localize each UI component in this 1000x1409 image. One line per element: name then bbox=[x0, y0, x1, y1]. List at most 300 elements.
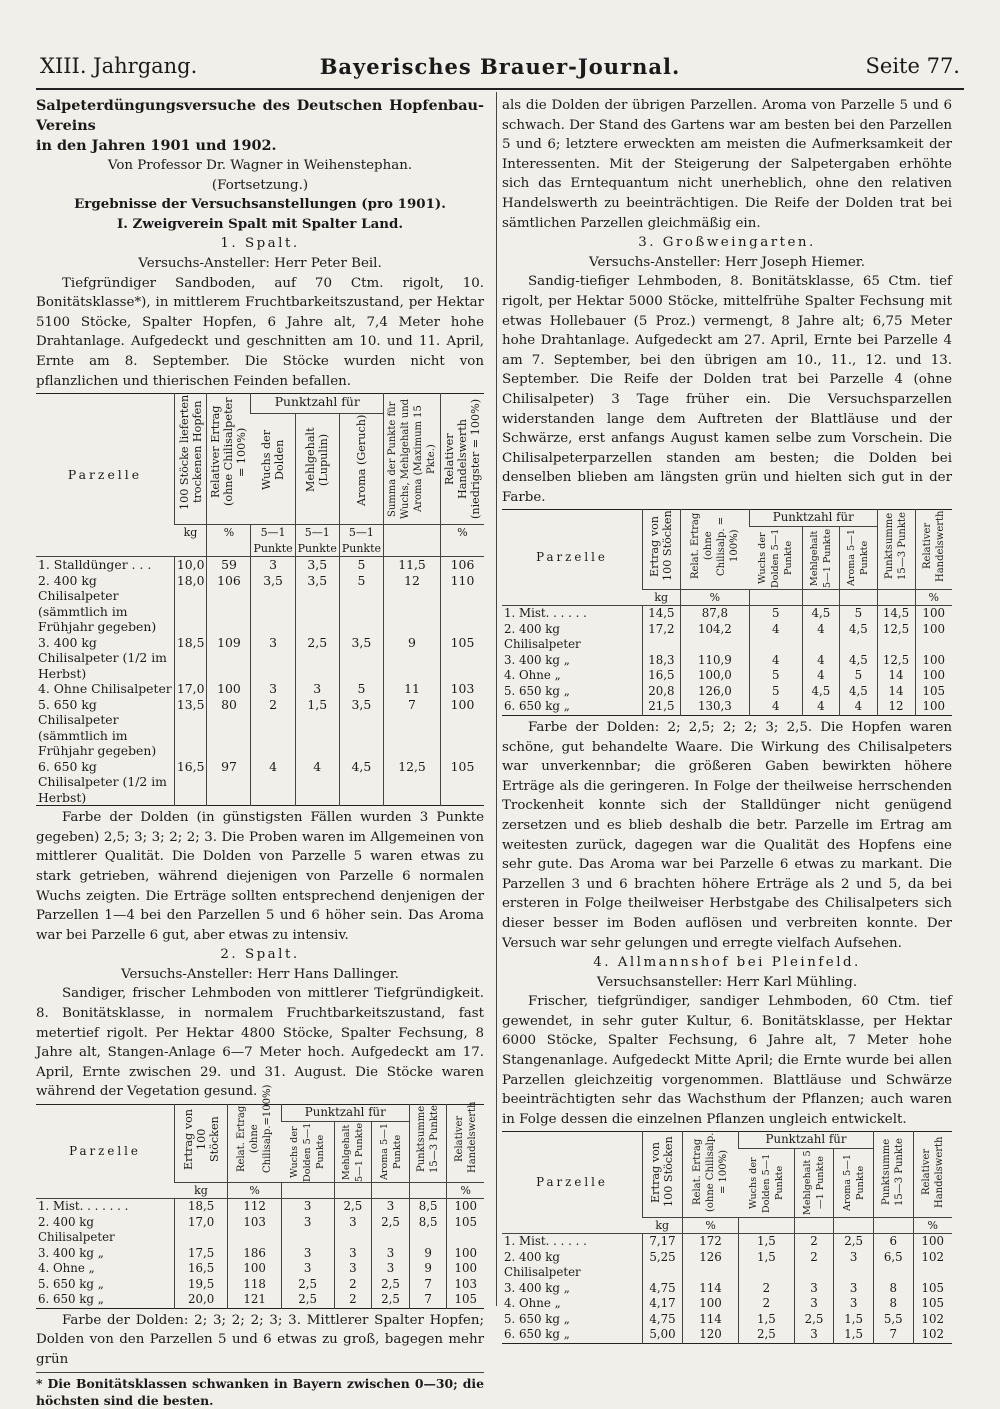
col-header-sum: Punktsumme 15—3 Punkte bbox=[416, 1105, 441, 1173]
value-cell: 8 bbox=[873, 1296, 913, 1312]
col-header-value: Relativer Handelswerth bbox=[921, 510, 946, 583]
site-heading-3: 3. Großweingarten. bbox=[638, 235, 816, 251]
article-title-2: in den Jahren 1901 und 1902. bbox=[36, 137, 277, 154]
value-cell: 12 bbox=[877, 699, 915, 715]
table-body bbox=[36, 557, 484, 806]
value-cell: 118 bbox=[228, 1277, 281, 1293]
value-cell: 3 bbox=[334, 1215, 372, 1246]
value-cell: 4 bbox=[840, 699, 878, 715]
value-cell: 112 bbox=[228, 1199, 281, 1215]
col-header-yield: Ertrag von 100 Stöcken bbox=[648, 511, 675, 582]
value-cell: 4,5 bbox=[802, 684, 840, 700]
value-cell: 3 bbox=[334, 1246, 372, 1262]
value-cell: 8,5 bbox=[409, 1199, 447, 1215]
value-cell: 6,5 bbox=[873, 1250, 913, 1281]
value-cell: 13,5 bbox=[174, 697, 207, 759]
col-header-growth: Wuchs der Dolden 5—1 Punkte bbox=[288, 1121, 326, 1182]
value-cell: 3 bbox=[251, 557, 295, 573]
value-cell: 5 bbox=[749, 684, 802, 700]
col-header-yield: Ertrag von 100 Stöcken bbox=[649, 1137, 676, 1208]
parcel-cell: 5. 650 kg „ bbox=[504, 1311, 570, 1326]
value-cell: 186 bbox=[228, 1246, 281, 1262]
value-cell: 102 bbox=[913, 1327, 952, 1343]
parcel-cell: 6. 650 kg „ bbox=[38, 1292, 104, 1307]
unit: % bbox=[913, 1217, 952, 1234]
parcel-cell: 5. 650 kg „ bbox=[504, 683, 570, 698]
unit: 5—1 Punkte bbox=[339, 525, 383, 557]
value-cell: 105 bbox=[915, 684, 952, 700]
site-heading-1: 1. Spalt. bbox=[220, 236, 300, 252]
col-header-lupulin: Mehlgehalt 5—1 Punkte bbox=[340, 1122, 365, 1182]
value-cell: 12,5 bbox=[877, 622, 915, 653]
value-cell: 2,5 bbox=[295, 635, 339, 682]
value-cell: 4,5 bbox=[840, 684, 878, 700]
value-cell: 100 bbox=[915, 653, 952, 669]
value-cell: 8 bbox=[873, 1281, 913, 1297]
value-cell: 3 bbox=[281, 1261, 334, 1277]
value-cell: 4,5 bbox=[840, 622, 878, 653]
value-cell: 4,5 bbox=[840, 653, 878, 669]
value-cell: 2 bbox=[794, 1234, 834, 1250]
value-cell: 3 bbox=[281, 1215, 334, 1246]
value-cell: 3,5 bbox=[295, 573, 339, 635]
value-cell: 2 bbox=[739, 1281, 795, 1297]
value-cell: 4 bbox=[749, 699, 802, 715]
footnote: * Die Bonitätsklassen schwanken in Bayern zwischen 0—30; die höchsten sind die besten. bbox=[36, 1372, 484, 1409]
results-table-3 bbox=[502, 509, 952, 716]
table-row bbox=[502, 1250, 952, 1281]
parcel-cell: 4. Ohne „ bbox=[38, 1261, 95, 1276]
col-header-parzelle: Parzelle bbox=[536, 1175, 608, 1190]
table-row bbox=[36, 1277, 484, 1293]
value-cell: 3 bbox=[372, 1199, 410, 1215]
table-row bbox=[502, 1327, 952, 1343]
value-cell: 105 bbox=[441, 635, 485, 682]
site-after-1: Farbe der Dolden (in günstigsten Fällen wurden 3 Punkte gegeben) 2,5; 3; 3; 2; 2; 3. Die Proben waren im Allgemeinen von mittlerer Qualität. Die Dolden von Parzelle 5 waren etwas zu stark getrieben, während diejenigen von Parzelle 6 normalen Wuchs zeigten. Die Erträge sollten entsprechend denjenigen der Parzellen 1—4 bei den Parzellen 5 und 6 höher sein. Das Aroma war bei Parzelle 6 gut, aber etwas zu intensiv. bbox=[36, 810, 484, 943]
value-cell: 2,5 bbox=[739, 1327, 795, 1343]
page-number: Seite 77. bbox=[865, 54, 960, 78]
site-text-2: Sandiger, frischer Lehmboden von mittlerer Tiefgründigkeit. 8. Bonitätsklasse, in normalem Fruchtbarkeitszustand, fast metertief rigolt. Per Hektar 4800 Stöcke, Spalter Fechsung, 8 Jahre alt, Stangen-Anlage 6—7 Meter hoch. Aufgedeckt am 17. April, Ernte zwischen 29. und 31. August. Die Stöcke waren während der Vegetation gesund. bbox=[36, 986, 484, 1100]
col-header-parzelle: Parzelle bbox=[536, 550, 608, 565]
value-cell: 2 bbox=[739, 1296, 795, 1312]
table-row bbox=[502, 606, 952, 622]
col-header-yield: Ertrag von 100 Stöcken bbox=[181, 1108, 221, 1170]
value-cell: 18,5 bbox=[175, 1199, 228, 1215]
value-cell: 3 bbox=[295, 681, 339, 697]
col-header-lupulin: Mehlgehalt 5—1 Punkte bbox=[802, 1150, 827, 1216]
col-header-sum: Punktsumme 15—3 Punkte bbox=[881, 1138, 906, 1207]
value-cell: 3 bbox=[334, 1261, 372, 1277]
value-cell: 5 bbox=[840, 668, 878, 684]
value-cell: 97 bbox=[207, 759, 251, 806]
value-cell: 2,5 bbox=[794, 1312, 834, 1328]
value-cell: 100 bbox=[915, 606, 952, 622]
value-cell: 3 bbox=[834, 1296, 874, 1312]
value-cell: 114 bbox=[682, 1281, 738, 1297]
col-header-value: Relativer Handelswerth bbox=[920, 1136, 945, 1209]
table-row bbox=[502, 1296, 952, 1312]
table-row bbox=[502, 684, 952, 700]
parcel-cell: 3. 400 kg „ bbox=[504, 652, 570, 667]
value-cell: 5 bbox=[339, 681, 383, 697]
value-cell: 100 bbox=[207, 681, 251, 697]
value-cell: 5,25 bbox=[643, 1250, 683, 1281]
value-cell: 4 bbox=[749, 653, 802, 669]
column-divider bbox=[496, 92, 497, 1306]
site-person-2: Versuchs-Ansteller: Herr Hans Dallinger. bbox=[121, 966, 399, 982]
value-cell: 100 bbox=[447, 1261, 484, 1277]
col-header-rel-yield: Relat. Ertrag (ohne Chilisalp. = 100%) bbox=[689, 513, 740, 580]
unit: kg bbox=[174, 525, 207, 557]
unit: kg bbox=[643, 589, 681, 606]
value-cell: 1,5 bbox=[739, 1250, 795, 1281]
unit: kg bbox=[175, 1182, 228, 1199]
unit: 5—1 Punkte bbox=[251, 525, 295, 557]
value-cell: 4,75 bbox=[643, 1312, 683, 1328]
value-cell: 9 bbox=[409, 1261, 447, 1277]
site-heading-4: 4. Allmannshof bei Pleinfeld. bbox=[593, 955, 861, 971]
article-author: Von Professor Dr. Wagner in Weihenstephan. bbox=[107, 158, 413, 173]
value-cell: 3,5 bbox=[251, 573, 295, 635]
table-row bbox=[36, 681, 484, 697]
unit: % bbox=[682, 1217, 738, 1234]
value-cell: 16,5 bbox=[175, 1261, 228, 1277]
value-cell: 11 bbox=[384, 681, 441, 697]
value-cell: 16,5 bbox=[643, 668, 681, 684]
journal-title: Bayerisches Brauer-Journal. bbox=[319, 54, 681, 79]
left-column bbox=[36, 96, 484, 1409]
value-cell: 1,5 bbox=[834, 1327, 874, 1343]
table-row bbox=[36, 1261, 484, 1277]
value-cell: 100 bbox=[447, 1199, 484, 1215]
table-row bbox=[36, 697, 484, 759]
site-text-3: Sandig-tiefiger Lehmboden, 8. Bonitätsklasse, 65 Ctm. tief rigolt, per Hektar 5000 Stöcke, mittelfrühe Spalter Fechsung mit etwas Hollebauer (5 Proz.) vermengt, 8 Jahre alt; 6,75 Meter hohe Drahtanlage. Aufgedeckt am 27. April, Ernte bei Parzelle 4 am 7. September, bei den übrigen am 10., 11., 12. und 13. September. Die Reife der Dolden trat bei Parzelle 4 (ohne Chilisalpeter) 3 Tage früher ein. Die Versuchsparzellen widerstanden lange dem Auftreten der Blattläuse und der Schwärze, erst anfangs August kamen selbe zum Vorschein. Die Chilisalpeterparzellen standen am besten; die Dolden bei denselben blieben am längsten grün und hielten sich gut in der Farbe. bbox=[502, 274, 952, 505]
value-cell: 106 bbox=[441, 557, 485, 573]
value-cell: 1,5 bbox=[739, 1234, 795, 1250]
site-heading-2: 2. Spalt. bbox=[220, 947, 300, 963]
value-cell: 8,5 bbox=[409, 1215, 447, 1246]
value-cell: 6 bbox=[873, 1234, 913, 1250]
value-cell: 9 bbox=[384, 635, 441, 682]
value-cell: 130,3 bbox=[680, 699, 749, 715]
value-cell: 106 bbox=[207, 573, 251, 635]
unit: % bbox=[441, 525, 485, 557]
value-cell: 126 bbox=[682, 1250, 738, 1281]
col-header-value: Relativer Handelswerth bbox=[453, 1101, 478, 1174]
value-cell: 3 bbox=[834, 1250, 874, 1281]
parcel-cell: 1. Mist. . . . . . bbox=[504, 606, 587, 621]
value-cell: 17,0 bbox=[174, 681, 207, 697]
value-cell: 2 bbox=[334, 1277, 372, 1293]
site-text-1: Tiefgründiger Sandboden, auf 70 Ctm. rigolt, 10. Bonitätsklasse*), in mittlerem Fruchtbarkeitszustand, per Hektar 5100 Stöcke, Spalter Hopfen, 6 Jahre alt, 7,4 Meter hohe Drahtanlage. Aufgedeckt und geschnitten am 10. und 11. April, Ernte am 8. September. Die Stöcke wurden nicht von pflanzlichen und thierischen Feinden befallen. bbox=[36, 275, 484, 389]
value-cell: 100 bbox=[915, 699, 952, 715]
col-header-aroma: Aroma 5—1 Punkte bbox=[846, 529, 871, 587]
value-cell: 4 bbox=[749, 622, 802, 653]
value-cell: 100 bbox=[915, 622, 952, 653]
table-row bbox=[502, 1234, 952, 1250]
value-cell: 4 bbox=[251, 759, 295, 806]
parcel-cell: 6. 650 kg Chilisalpeter (1/2 im Herbst) bbox=[38, 758, 167, 805]
value-cell: 18,0 bbox=[174, 573, 207, 635]
col-header-points: Punktzahl für bbox=[749, 510, 877, 527]
header-rule bbox=[36, 88, 964, 90]
value-cell: 172 bbox=[682, 1234, 738, 1250]
value-cell: 102 bbox=[913, 1312, 952, 1328]
table-row bbox=[36, 635, 484, 682]
table-row bbox=[502, 622, 952, 653]
value-cell: 4 bbox=[295, 759, 339, 806]
value-cell: 9 bbox=[409, 1246, 447, 1262]
parcel-cell: 4. Ohne Chilisalpeter bbox=[38, 681, 172, 697]
value-cell: 100 bbox=[228, 1261, 281, 1277]
table-row bbox=[36, 573, 484, 635]
value-cell: 80 bbox=[207, 697, 251, 759]
value-cell: 7 bbox=[409, 1292, 447, 1308]
table-body bbox=[502, 1234, 952, 1344]
value-cell: 2 bbox=[334, 1292, 372, 1308]
site-after-2: Farbe der Dolden: 2; 3; 2; 2; 3; 3. Mittlerer Spalter Hopfen; Dolden von den Parzellen 5 und 6 etwas zu groß, bagegen mehr grün bbox=[36, 1312, 484, 1367]
value-cell: 105 bbox=[441, 759, 485, 806]
value-cell: 17,2 bbox=[643, 622, 681, 653]
value-cell: 14 bbox=[877, 684, 915, 700]
value-cell: 3 bbox=[251, 681, 295, 697]
continued-text: als die Dolden der übrigen Parzellen. Aroma von Parzelle 5 und 6 schwach. Der Stand des Gartens war am besten bei den Parzellen 5 und 6; letztere erweckten am meisten die Aufmerksamkeit der Interessenten. Mit der Steigerung der Salpetergaben erhöhte sich das Erntequantum nicht unerheblich, ohne den relativen Handelswerth zu beeinträchtigen. Die Reife der Dolden trat bei sämtlichen Parzellen gleichmäßig ein. bbox=[502, 98, 952, 231]
unit: % bbox=[915, 589, 952, 606]
parcel-cell: 5. 650 kg „ bbox=[38, 1276, 104, 1291]
col-header-aroma: Aroma 5—1 Punkte bbox=[841, 1154, 866, 1212]
col-header-sum: Summa der Punkte für Wuchs, Mehlgehalt und Aroma (Maximum 15 Pkte.) bbox=[387, 399, 437, 520]
parcel-cell: 1. Mist. . . . . . . bbox=[38, 1199, 129, 1214]
parcel-cell: 3. 400 kg „ bbox=[38, 1245, 104, 1260]
value-cell: 105 bbox=[913, 1296, 952, 1312]
value-cell: 105 bbox=[447, 1292, 484, 1308]
value-cell: 102 bbox=[913, 1250, 952, 1281]
results-table-2 bbox=[36, 1084, 484, 1309]
value-cell: 120 bbox=[682, 1327, 738, 1343]
article-title: Salpeterdüngungsversuche des Deutschen Hopfenbau-Vereins bbox=[36, 97, 484, 134]
value-cell: 17,0 bbox=[175, 1215, 228, 1246]
table-body bbox=[36, 1199, 484, 1309]
unit: % bbox=[680, 589, 749, 606]
value-cell: 12,5 bbox=[877, 653, 915, 669]
col-header-growth: Wuchs der Dolden bbox=[259, 429, 286, 490]
col-header-growth: Wuchs der Dolden 5—1 Punkte bbox=[756, 528, 794, 588]
value-cell: 3,5 bbox=[295, 557, 339, 573]
value-cell: 7 bbox=[873, 1327, 913, 1343]
unit: % bbox=[207, 525, 251, 557]
col-header-rel-yield: Relativer Ertrag (ohne Chilisalpeter = 100%) bbox=[209, 397, 249, 507]
value-cell: 2,5 bbox=[281, 1277, 334, 1293]
value-cell: 100,0 bbox=[680, 668, 749, 684]
parcel-cell: 1. Mist. . . . . . bbox=[504, 1234, 587, 1249]
volume-label: XIII. Jahrgang. bbox=[40, 54, 198, 78]
value-cell: 1,5 bbox=[295, 697, 339, 759]
value-cell: 103 bbox=[228, 1215, 281, 1246]
col-header-aroma: Aroma (Geruch) bbox=[354, 414, 368, 506]
value-cell: 16,5 bbox=[174, 759, 207, 806]
value-cell: 12,5 bbox=[384, 759, 441, 806]
value-cell: 3 bbox=[281, 1199, 334, 1215]
col-header-lupulin: Mehlgehalt 5—1 Punkte bbox=[808, 528, 833, 588]
value-cell: 19,5 bbox=[175, 1277, 228, 1293]
value-cell: 2,5 bbox=[372, 1277, 410, 1293]
value-cell: 11,5 bbox=[384, 557, 441, 573]
continuation-note: (Fortsetzung.) bbox=[211, 177, 309, 193]
value-cell: 110 bbox=[441, 573, 485, 635]
value-cell: 5,5 bbox=[873, 1312, 913, 1328]
value-cell: 2,5 bbox=[372, 1215, 410, 1246]
value-cell: 20,0 bbox=[175, 1292, 228, 1308]
value-cell: 12 bbox=[384, 573, 441, 635]
value-cell: 100 bbox=[447, 1246, 484, 1262]
value-cell: 3 bbox=[372, 1261, 410, 1277]
value-cell: 3 bbox=[794, 1327, 834, 1343]
results-table-1 bbox=[36, 393, 484, 806]
parcel-cell: 5. 650 kg Chilisalpeter (sämmtlich im Frühjahr gegeben) bbox=[38, 696, 157, 759]
value-cell: 114 bbox=[682, 1312, 738, 1328]
value-cell: 105 bbox=[913, 1281, 952, 1297]
col-header-yield: 100 Stöcke lieferten trockenen Hopfen bbox=[177, 394, 204, 510]
value-cell: 100 bbox=[915, 668, 952, 684]
right-column bbox=[502, 96, 952, 1346]
page-header bbox=[40, 54, 960, 88]
value-cell: 2 bbox=[251, 697, 295, 759]
value-cell: 4 bbox=[802, 699, 840, 715]
value-cell: 104,2 bbox=[680, 622, 749, 653]
parcel-cell: 2. 400 kg Chilisalpeter bbox=[504, 621, 581, 652]
value-cell: 126,0 bbox=[680, 684, 749, 700]
value-cell: 3,5 bbox=[339, 635, 383, 682]
value-cell: 103 bbox=[441, 681, 485, 697]
value-cell: 3 bbox=[281, 1246, 334, 1262]
subsection-heading: I. Zweigverein Spalt mit Spalter Land. bbox=[116, 215, 404, 232]
unit: % bbox=[447, 1182, 484, 1199]
value-cell: 4,5 bbox=[339, 759, 383, 806]
col-header-lupulin: Mehlgehalt (Lupulin) bbox=[304, 427, 331, 493]
parcel-cell: 6. 650 kg „ bbox=[504, 1327, 570, 1342]
parcel-cell: 2. 400 kg Chilisalpeter bbox=[504, 1249, 581, 1280]
value-cell: 100 bbox=[441, 697, 485, 759]
value-cell: 20,8 bbox=[643, 684, 681, 700]
value-cell: 4 bbox=[802, 668, 840, 684]
value-cell: 4,5 bbox=[802, 606, 840, 622]
value-cell: 5 bbox=[840, 606, 878, 622]
table-row bbox=[36, 759, 484, 806]
value-cell: 105 bbox=[447, 1215, 484, 1246]
table-row bbox=[36, 1292, 484, 1308]
col-header-value: Relativer Handelswerth (niedrigster = 100%) bbox=[443, 399, 482, 520]
value-cell: 1,5 bbox=[834, 1312, 874, 1328]
value-cell: 103 bbox=[447, 1277, 484, 1293]
value-cell: 100 bbox=[913, 1234, 952, 1250]
value-cell: 2 bbox=[794, 1250, 834, 1281]
value-cell: 3 bbox=[251, 635, 295, 682]
value-cell: 5,00 bbox=[643, 1327, 683, 1343]
value-cell: 7 bbox=[384, 697, 441, 759]
value-cell: 1,5 bbox=[739, 1312, 795, 1328]
table-body bbox=[502, 606, 952, 716]
value-cell: 14 bbox=[877, 668, 915, 684]
value-cell: 17,5 bbox=[175, 1246, 228, 1262]
unit: kg bbox=[643, 1217, 683, 1234]
value-cell: 14,5 bbox=[877, 606, 915, 622]
value-cell: 87,8 bbox=[680, 606, 749, 622]
parcel-cell: 4. Ohne „ bbox=[504, 1296, 561, 1311]
value-cell: 5 bbox=[749, 606, 802, 622]
site-text-4: Frischer, tiefgründiger, sandiger Lehmboden, 60 Ctm. tief gewendet, in sehr guter Kultur, 6. Bonitätsklasse, per Hektar 6000 Stöcke, Spalter Fechsung, 6 Jahre alt, 7 Meter hohe Stangenanlage. Aufgedeckt Mitte April; die Ernte wurde bei allen Parzellen gleichzeitig vorgenommen. Blattläuse und Schwärze beeinträchtigten sehr das Wachsthum der Pflanzen; auch waren in Folge dessen die einzelnen Pflanzen ungleich entwickelt. bbox=[502, 994, 952, 1127]
site-person-3: Versuchs-Ansteller: Herr Joseph Hiemer. bbox=[589, 254, 865, 270]
value-cell: 3,5 bbox=[339, 697, 383, 759]
site-person-4: Versuchsansteller: Herr Karl Mühling. bbox=[596, 974, 858, 990]
table-row bbox=[36, 1246, 484, 1262]
value-cell: 59 bbox=[207, 557, 251, 573]
col-header-growth: Wuchs der Dolden 5—1 Punkte bbox=[747, 1153, 785, 1213]
value-cell: 4,75 bbox=[643, 1281, 683, 1297]
value-cell: 14,5 bbox=[643, 606, 681, 622]
value-cell: 10,0 bbox=[174, 557, 207, 573]
table-row bbox=[502, 653, 952, 669]
value-cell: 3 bbox=[794, 1281, 834, 1297]
value-cell: 5 bbox=[339, 573, 383, 635]
parcel-cell: 2. 400 kg Chilisalpeter (sämmtlich im Frühjahr gegeben) bbox=[38, 572, 157, 635]
section-heading: Ergebnisse der Versuchsanstellungen (pro 1901). bbox=[74, 196, 446, 213]
parcel-cell: 6. 650 kg „ bbox=[504, 699, 570, 714]
value-cell: 5 bbox=[339, 557, 383, 573]
value-cell: 2,5 bbox=[334, 1199, 372, 1215]
parcel-cell: 4. Ohne „ bbox=[504, 668, 561, 683]
value-cell: 21,5 bbox=[643, 699, 681, 715]
site-person-1: Versuchs-Ansteller: Herr Peter Beil. bbox=[138, 255, 382, 271]
unit: 5—1 Punkte bbox=[295, 525, 339, 557]
table-row bbox=[36, 557, 484, 573]
parcel-cell: 1. Stalldünger . . . bbox=[38, 557, 152, 573]
value-cell: 3 bbox=[794, 1296, 834, 1312]
value-cell: 4,17 bbox=[643, 1296, 683, 1312]
col-header-rel-yield: Relat. Ertrag (ohne Chilisalp.=100%) bbox=[236, 1084, 274, 1174]
col-header-points: Punktzahl für bbox=[739, 1132, 874, 1149]
table-row bbox=[36, 1215, 484, 1246]
unit: % bbox=[228, 1182, 281, 1199]
value-cell: 7 bbox=[409, 1277, 447, 1293]
value-cell: 5 bbox=[749, 668, 802, 684]
table-row bbox=[36, 1199, 484, 1215]
value-cell: 4 bbox=[802, 622, 840, 653]
col-header-sum: Punktsumme 15—3 Punkte bbox=[884, 512, 909, 581]
value-cell: 3 bbox=[372, 1246, 410, 1262]
parcel-cell: 2. 400 kg Chilisalpeter bbox=[38, 1214, 115, 1245]
value-cell: 100 bbox=[682, 1296, 738, 1312]
table-row bbox=[502, 699, 952, 715]
table-row bbox=[502, 1312, 952, 1328]
value-cell: 2,5 bbox=[834, 1234, 874, 1250]
col-header-aroma: Aroma 5—1 Punkte bbox=[378, 1123, 403, 1181]
value-cell: 2,5 bbox=[372, 1292, 410, 1308]
value-cell: 2,5 bbox=[281, 1292, 334, 1308]
col-header-parzelle: Parzelle bbox=[36, 394, 174, 557]
value-cell: 121 bbox=[228, 1292, 281, 1308]
col-header-parzelle: Parzelle bbox=[69, 1143, 141, 1158]
value-cell: 4 bbox=[802, 653, 840, 669]
col-header-points: Punktzahl für bbox=[251, 394, 384, 414]
value-cell: 7,17 bbox=[643, 1234, 683, 1250]
parcel-cell: 3. 400 kg „ bbox=[504, 1280, 570, 1295]
site-after-3: Farbe der Dolden: 2; 2,5; 2; 2; 3; 2,5. Die Hopfen waren schöne, gut behandelte Waare. Die Wirkung des Chilisalpeters war unverkennbar; die größeren Gaben bewirkten höhere Erträge als die geringeren. In Folge der theilweise herrschenden Trockenheit konnte sich der Stalldünger nicht genügend zersetzen und es blieb deshalb die betr. Parzelle im Ertrag am weitesten zurück, dagegen war die Qualität des Hopfens eine sehr gute. Das Aroma war bei Parzelle 6 etwas zu markant. Die Parzellen 3 und 6 brachten höhere Erträge als 2 und 5, da bei ersteren in Folge theilweiser Herbstgabe des Chilisalpeters sich dieser besser im Boden auflösen und verbreiten konnte. Der Versuch war sehr gelungen und erregte vielfach Aufsehen. bbox=[502, 719, 952, 951]
parcel-cell: 3. 400 kg Chilisalpeter (1/2 im Herbst) bbox=[38, 634, 167, 681]
value-cell: 18,5 bbox=[174, 635, 207, 682]
col-header-rel-yield: Relat. Ertrag (ohne Chilisalp. = 100%) bbox=[692, 1132, 730, 1213]
col-header-points: Punktzahl für bbox=[281, 1105, 409, 1122]
value-cell: 109 bbox=[207, 635, 251, 682]
